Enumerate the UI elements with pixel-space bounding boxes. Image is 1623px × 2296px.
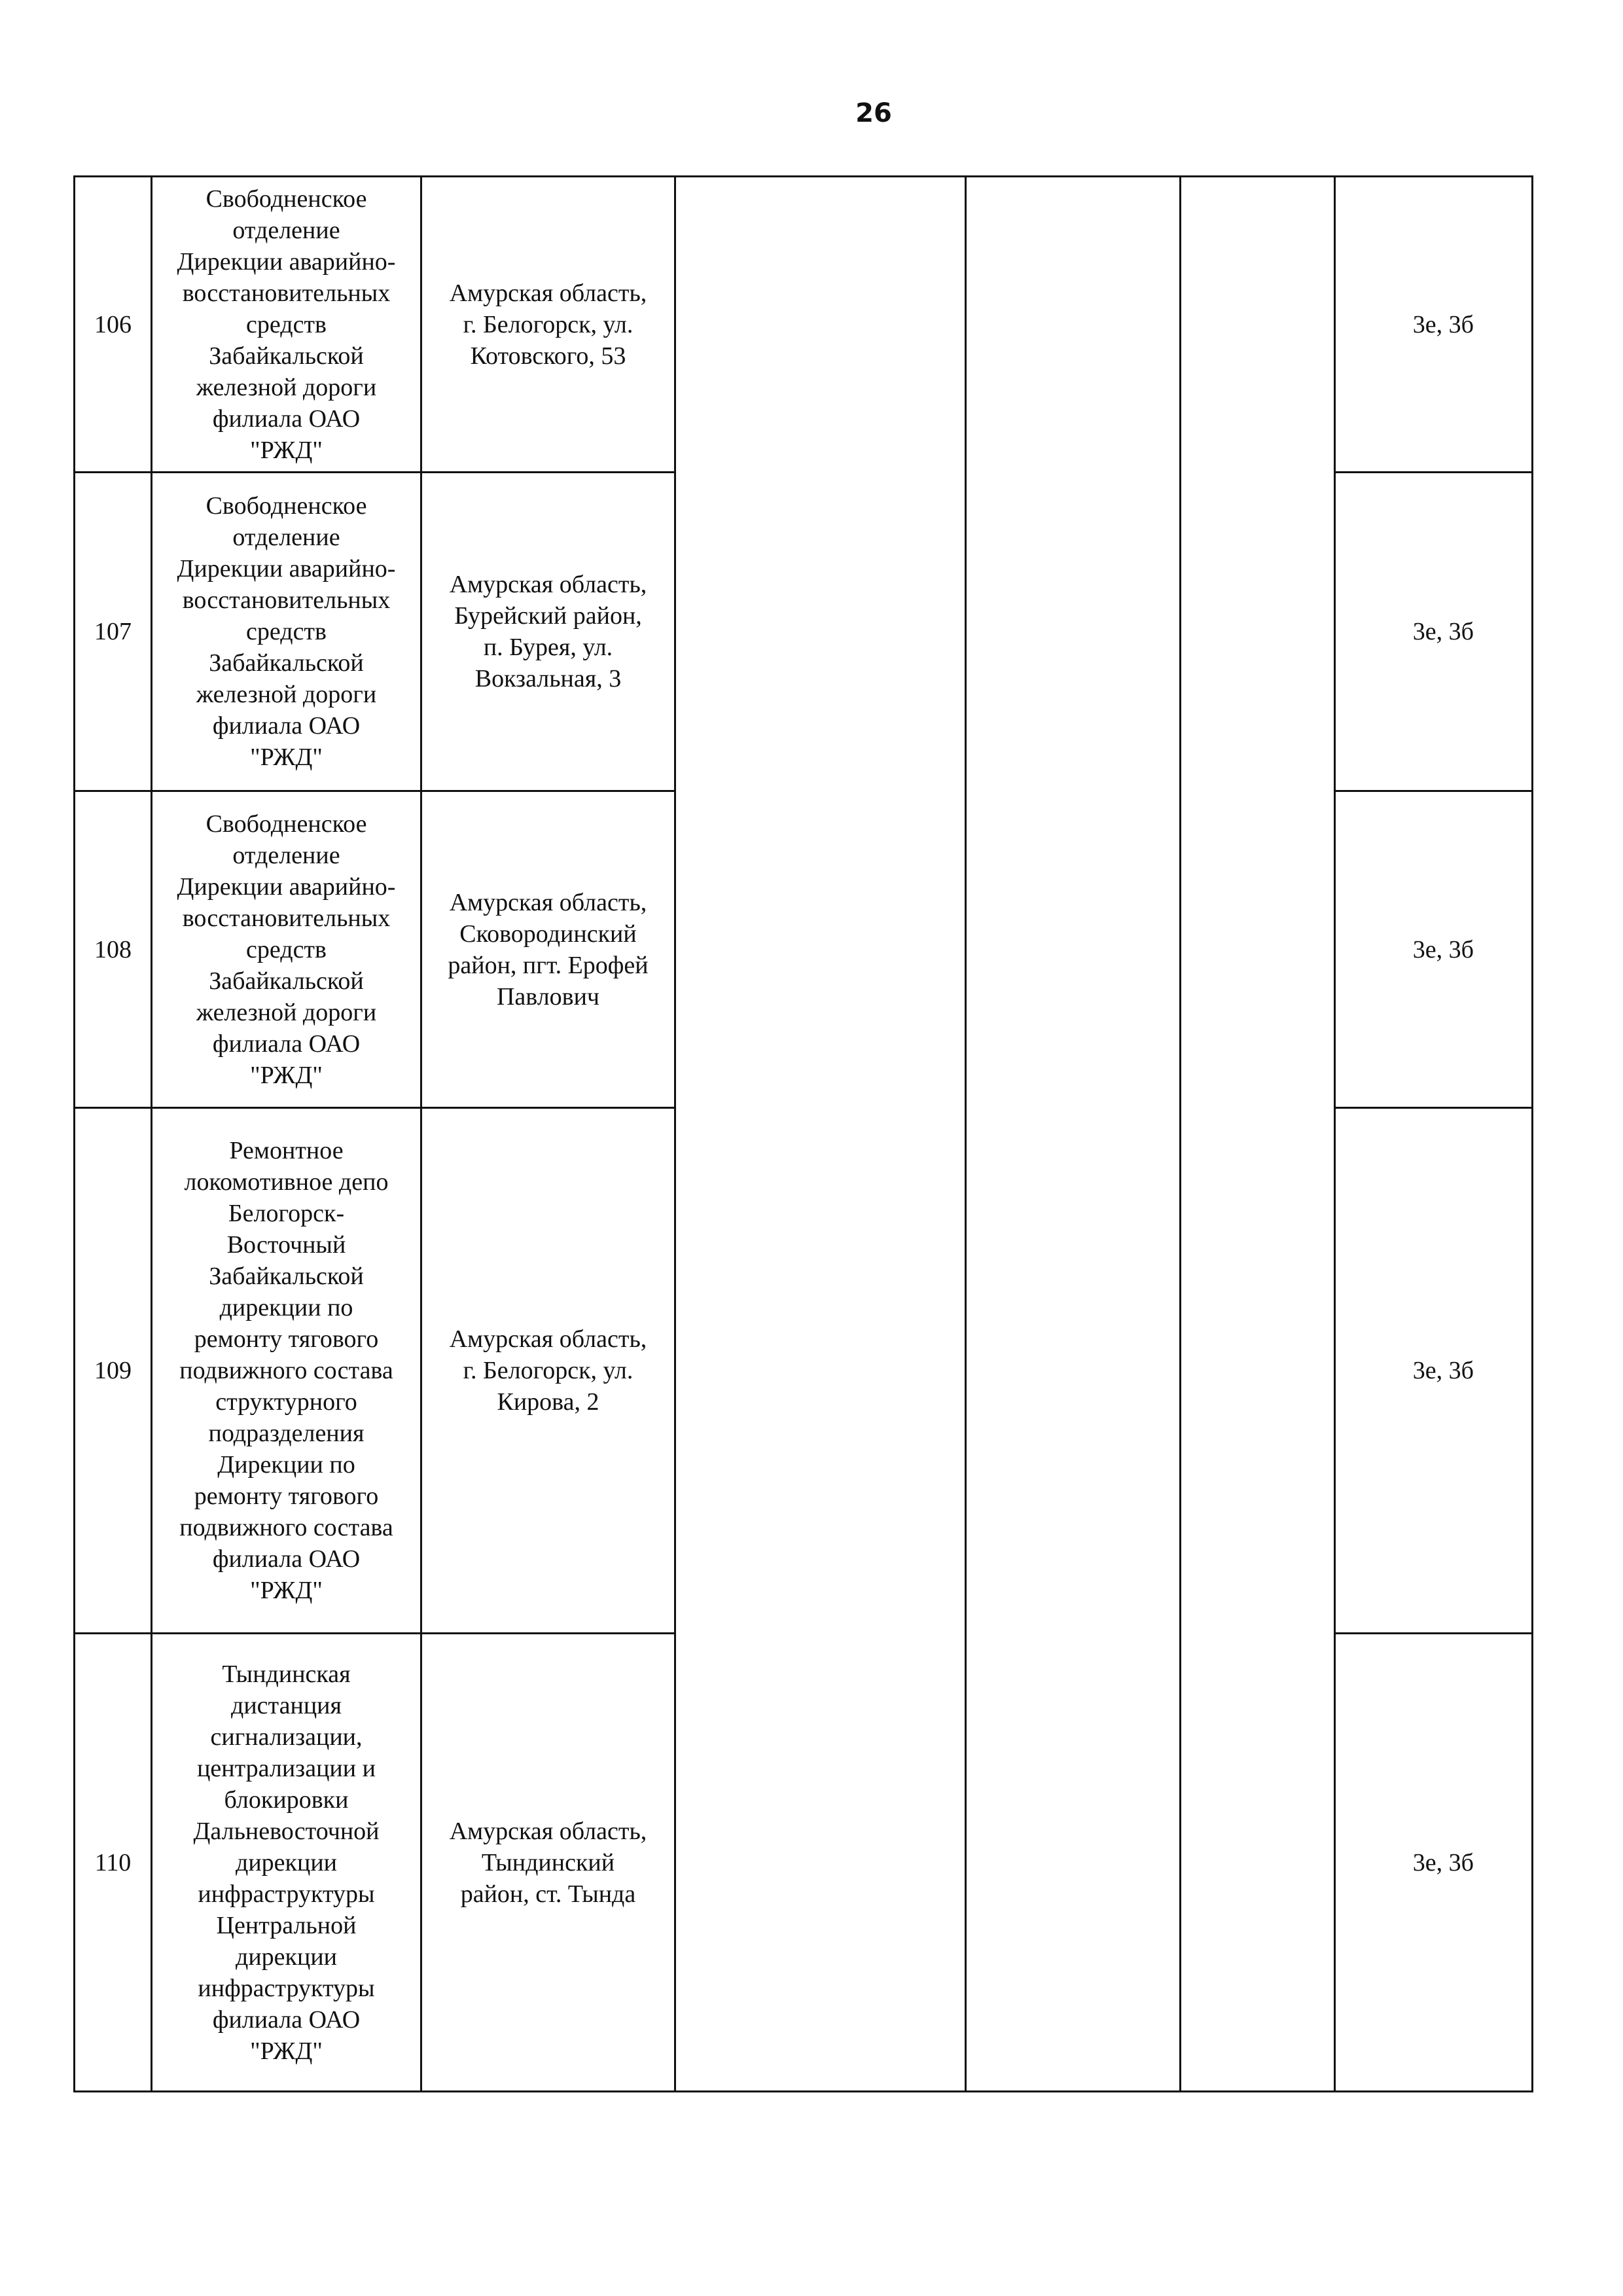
address: Амурская область, Бурейский район, п. Бурея, ул. Вокзальная, 3 [421, 473, 675, 791]
address: Амурская область, г. Белогорск, ул. Кирова, 2 [421, 1108, 675, 1634]
row-number: 106 [75, 177, 152, 473]
row-number: 108 [75, 791, 152, 1108]
category-code: 3е, 3б [1335, 791, 1533, 1108]
empty-column-cell [1181, 177, 1335, 2092]
table-row [75, 177, 1533, 473]
category-code: 3е, 3б [1335, 177, 1533, 473]
organization-name: Свободненское отделение Дирекции аварийно- восстановительных средств Забайкальской железной дороги филиала ОАО "РЖД" [152, 791, 421, 1108]
row-number: 107 [75, 473, 152, 791]
empty-column-cell [966, 177, 1181, 2092]
address: Амурская область, Сковородинский район, пгт. Ерофей Павлович [421, 791, 675, 1108]
organization-name: Ремонтное локомотивное депо Белогорск- Восточный Забайкальской дирекции по ремонту тягового подвижного состава структурного подразделения Дирекции по ремонту тягового подвижного состава филиала ОАО "РЖД" [152, 1108, 421, 1634]
address: Амурская область, Тындинский район, ст. Тында [421, 1634, 675, 2092]
empty-column-cell [675, 177, 966, 2092]
organization-name: Тындинская дистанция сигнализации, централизации и блокировки Дальневосточной дирекции инфраструктуры Центральной дирекции инфраструктуры филиала ОАО "РЖД" [152, 1634, 421, 2092]
organization-name: Свободненское отделение Дирекции аварийно- восстановительных средств Забайкальской железной дороги филиала ОАО "РЖД" [152, 177, 421, 473]
category-code: 3е, 3б [1335, 473, 1533, 791]
row-number: 110 [75, 1634, 152, 2092]
address: Амурская область, г. Белогорск, ул. Котовского, 53 [421, 177, 675, 473]
category-code: 3е, 3б [1335, 1108, 1533, 1634]
data-table [73, 175, 1533, 2092]
organization-name: Свободненское отделение Дирекции аварийно- восстановительных средств Забайкальской железной дороги филиала ОАО "РЖД" [152, 473, 421, 791]
row-number: 109 [75, 1108, 152, 1634]
page-number: 26 [855, 98, 892, 128]
category-code: 3е, 3б [1335, 1634, 1533, 2092]
